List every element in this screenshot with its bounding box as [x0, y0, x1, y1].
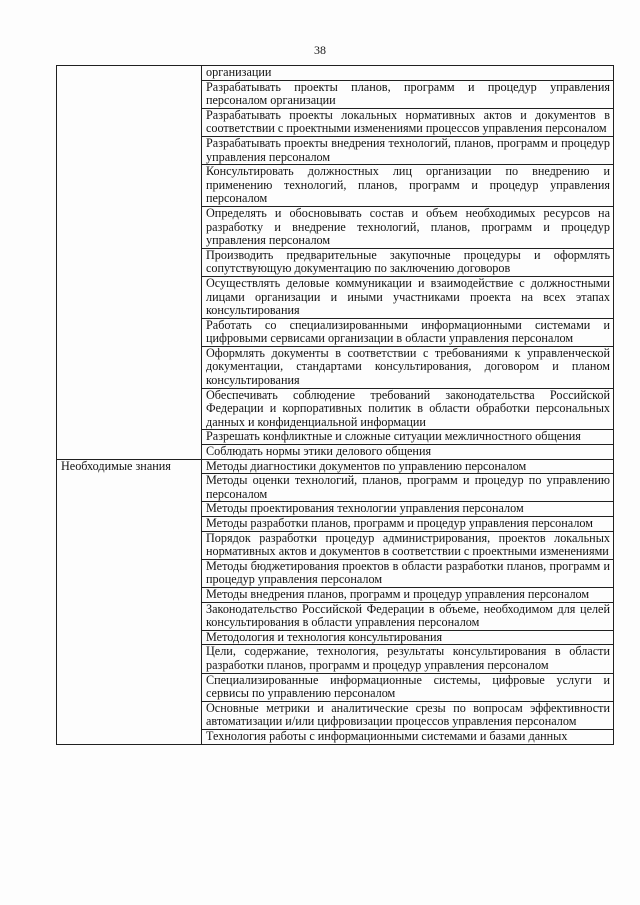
table-cell-text: Законодательство Российской Федерации в объеме, необходимом для целей консультирования в области управления персоналом [202, 602, 614, 630]
table-cell-text: Цели, содержание, технология, результаты консультирования в области разработки планов, программ и процедур управления персоналом [202, 645, 614, 673]
knowledge-label-cell: Необходимые знания [57, 459, 202, 744]
table-cell-text: Методы проектирования технологии управления персоналом [202, 502, 614, 517]
table-cell-text: Производить предварительные закупочные процедуры и оформлять сопутствующую документацию по заключению договоров [202, 248, 614, 276]
table-cell-text: Методы бюджетирования проектов в области разработки планов, программ и процедур управления персоналом [202, 559, 614, 587]
table-cell-text: Разрабатывать проекты планов, программ и процедур управления персоналом организации [202, 80, 614, 108]
table-cell-text: Методы оценки технологий, планов, программ и процедур по управлению персоналом [202, 474, 614, 502]
table-cell-text: Работать со специализированными информационными системами и цифровыми сервисами организации в области управления персоналом [202, 318, 614, 346]
table-cell-text: Осуществлять деловые коммуникации и взаимодействие с должностными лицами организации и иными участниками проекта на всех этапах консультирования [202, 276, 614, 318]
table-cell-text: организации [202, 66, 614, 81]
table-cell-text: Порядок разработки процедур администрирования, проектов локальных нормативных актов и документов в соответствии с проектными изменениями [202, 531, 614, 559]
table-cell-text: Разрешать конфликтные и сложные ситуации межличностного общения [202, 430, 614, 445]
table-cell-text: Оформлять документы в соответствии с требованиями к управленческой документации, стандартами консультирования, договором и планом консультирования [202, 346, 614, 388]
table-cell-text: Методы внедрения планов, программ и процедур управления персоналом [202, 587, 614, 602]
skills-label-cell [57, 66, 202, 460]
table-cell-text: Специализированные информационные системы, цифровые услуги и сервисы по управлению персоналом [202, 673, 614, 701]
table-cell-text: Разрабатывать проекты локальных нормативных актов и документов в соответствии с проектными изменениями процессов управления персоналом [202, 108, 614, 136]
table-cell-text: Разрабатывать проекты внедрения технологий, планов, программ и процедур управления персоналом [202, 136, 614, 164]
table-cell-text: Определять и обосновывать состав и объем необходимых ресурсов на разработку и внедрение технологий, планов, программ и процедур управления персоналом [202, 206, 614, 248]
table-cell-text: Соблюдать нормы этики делового общения [202, 445, 614, 460]
page-number: 38 [314, 43, 326, 57]
table-cell-text: Методы разработки планов, программ и процедур управления персоналом [202, 517, 614, 532]
table-cell-text: Методы диагностики документов по управлению персоналом [202, 459, 614, 474]
table-cell-text: Методология и технология консультирования [202, 630, 614, 645]
table-cell-text: Основные метрики и аналитические срезы по вопросам эффективности автоматизации и/или цифровизации процессов управления персоналом [202, 701, 614, 729]
table-cell-text: Технология работы с информационными системами и базами данных [202, 729, 614, 744]
table-row [57, 459, 614, 474]
table-cell-text: Обеспечивать соблюдение требований законодательства Российской Федерации и корпоративных политик в области обработки персональных данных и конфиденциальной информации [202, 388, 614, 430]
competency-table-body [57, 66, 614, 745]
competency-table [56, 65, 614, 745]
table-cell-text: Консультировать должностных лиц организации по внедрению и применению технологий, планов, программ и процедур управления персоналом [202, 165, 614, 207]
table-row [57, 66, 614, 81]
